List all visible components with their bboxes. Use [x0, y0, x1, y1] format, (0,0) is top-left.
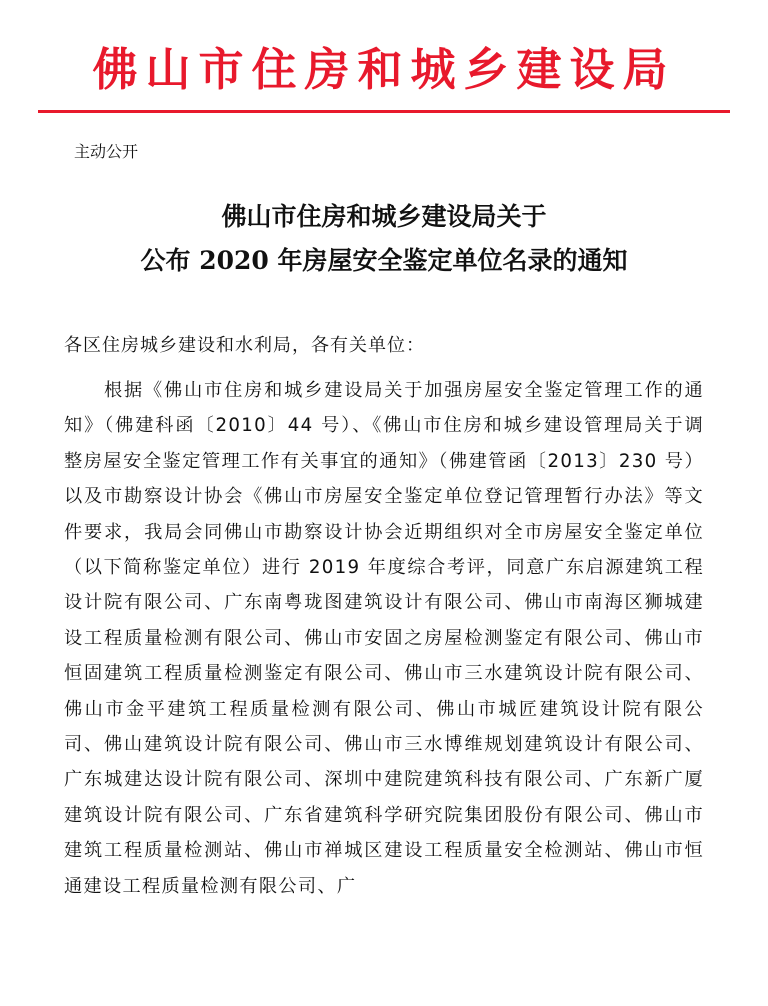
masthead-red-rule	[38, 110, 730, 113]
disclosure-type-label: 主动公开	[74, 142, 139, 161]
issuing-authority-masthead: 佛山市住房和城乡建设局	[92, 43, 676, 96]
addressee-salutation: 各区住房城乡建设和水利局，各有关单位：	[64, 335, 425, 356]
notice-body-paragraph: 根据《佛山市住房和城乡建设局关于加强房屋安全鉴定管理工作的通知》（佛建科函〔2010〕44 号）、《佛山市住房和城乡建设管理局关于调整房屋安全鉴定管理工作有关事宜的通知》（佛建管函〔2013〕230 号）以及市勘察设计协会《佛山市房屋安全鉴定单位登记管理暂行办法》等文件要求，我局会同佛山市勘察设计协会近期组织对全市房屋安全鉴定单位（以下简称鉴定单位）进行 2019 年度综合考评，同意广东启源建筑工程设计院有限公司、广东南粤珑图建筑设计有限公司、佛山市南海区狮城建设工程质量检测有限公司、佛山市安固之房屋检测鉴定有限公司、佛山市恒固建筑工程质量检测鉴定有限公司、佛山市三水建筑设计院有限公司、佛山市金平建筑工程质量检测有限公司、佛山市城匠建筑设计院有限公司、佛山建筑设计院有限公司、佛山市三水博维规划建筑设计有限公司、广东城建达设计院有限公司、深圳中建院建筑科技有限公司、广东新广厦建筑设计院有限公司、广东省建筑科学研究院集团股份有限公司、佛山市建筑工程质量检测站、佛山市禅城区建设工程质量安全检测站、佛山市恒通建设工程质量检测有限公司、广	[64, 380, 704, 897]
notice-title-line-2: 公布 2020 年房屋安全鉴定单位名录的通知	[140, 246, 628, 275]
notice-title-line-1: 佛山市住房和城乡建设局关于	[221, 202, 547, 231]
